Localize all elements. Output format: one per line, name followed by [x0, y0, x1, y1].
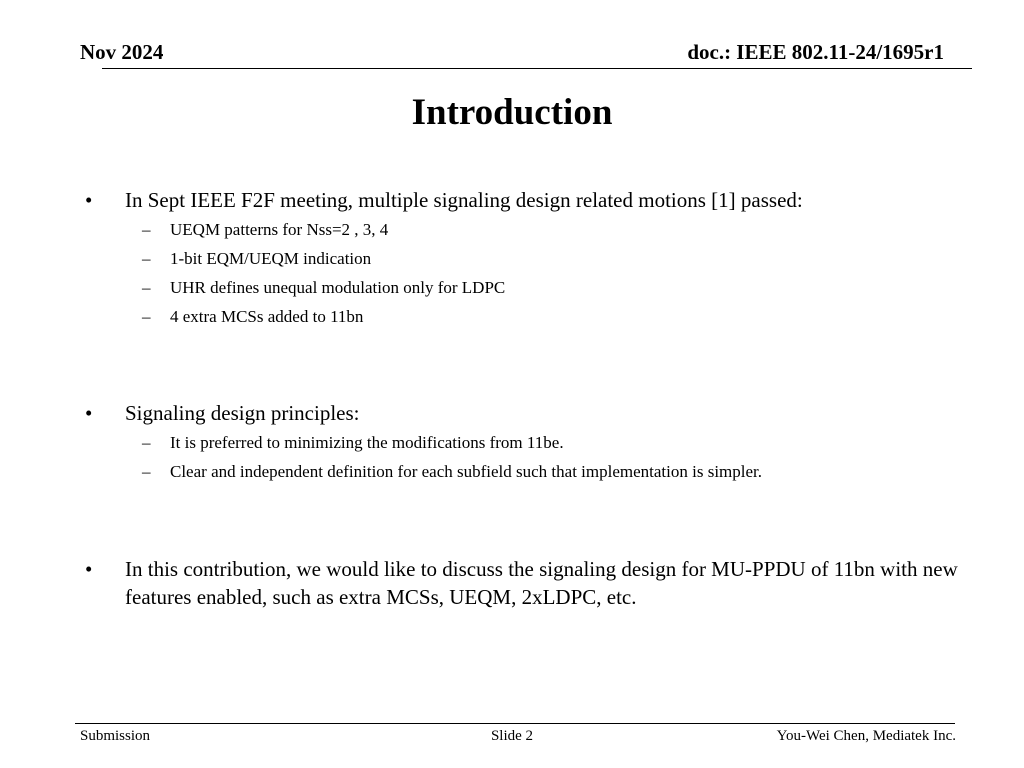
- sub-bullet-text: 1-bit EQM/UEQM indication: [170, 249, 372, 268]
- sub-bullet-item: [142, 219, 960, 241]
- bullet-marker: •: [85, 557, 93, 581]
- sub-bullet-marker: –: [142, 278, 151, 297]
- footer-author: You-Wei Chen, Mediatek Inc.: [776, 728, 956, 744]
- sub-bullet-item: [142, 306, 960, 328]
- sub-bullet-marker: –: [142, 249, 151, 268]
- bullet-marker: •: [85, 188, 93, 212]
- sub-bullet-text: UEQM patterns for Nss=2 , 3, 4: [170, 220, 389, 239]
- bullet-item: [85, 555, 965, 611]
- slide-title: Introduction: [411, 92, 613, 133]
- sub-bullet-marker: –: [142, 220, 151, 239]
- footer-divider: [75, 723, 955, 724]
- bullet-text: In this contribution, we would like to discuss the signaling design for MU-PPDU of 11bn with new features enabled, such as extra MCSs, UEQM, 2xLDPC, etc.: [125, 557, 958, 609]
- footer-submission: Submission: [80, 728, 151, 744]
- bullet-text: Signaling design principles:: [125, 401, 360, 425]
- sub-bullet-item: [142, 461, 960, 483]
- sub-bullet-item: [142, 277, 960, 299]
- header-doc-id: doc.: IEEE 802.11-24/1695r1: [687, 40, 944, 64]
- sub-bullet-text: It is preferred to minimizing the modifications from 11be.: [170, 433, 564, 452]
- bullet-item: [85, 186, 965, 214]
- bullet-item: [85, 399, 965, 427]
- header-divider: [102, 68, 972, 69]
- bullet-marker: •: [85, 401, 93, 425]
- sub-bullet-marker: –: [142, 433, 151, 452]
- sub-bullet-marker: –: [142, 462, 151, 481]
- sub-bullet-text: UHR defines unequal modulation only for LDPC: [170, 278, 506, 297]
- sub-bullet-item: [142, 432, 960, 454]
- sub-bullet-text: Clear and independent definition for each subfield such that implementation is simpler.: [170, 462, 763, 481]
- sub-bullet-item: [142, 248, 960, 270]
- header-date: Nov 2024: [80, 40, 164, 64]
- sub-bullet-text: 4 extra MCSs added to 11bn: [170, 307, 364, 326]
- footer-slide-number: Slide 2: [490, 728, 534, 744]
- bullet-text: In Sept IEEE F2F meeting, multiple signaling design related motions [1] passed:: [125, 188, 803, 212]
- sub-bullet-marker: –: [142, 307, 151, 326]
